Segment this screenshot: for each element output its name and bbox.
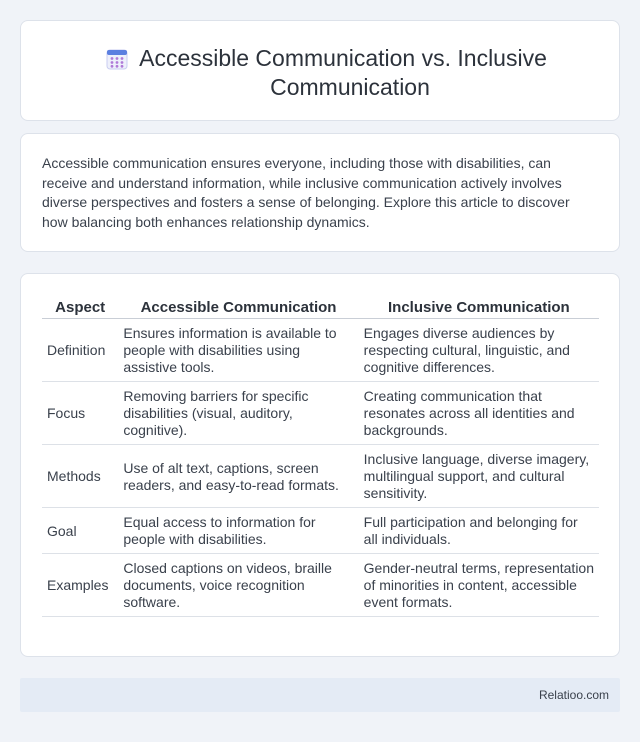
comparison-table-card <box>20 273 620 657</box>
accessible-cell: Removing barriers for specific disabilities (visual, auditory, cognitive). <box>118 382 358 445</box>
table-row <box>42 445 599 508</box>
page-title: Accessible Communication vs. Inclusive Communication <box>139 45 547 100</box>
inclusive-cell: Engages diverse audiences by respecting cultural, linguistic, and cognitive differences. <box>359 319 599 382</box>
inclusive-cell: Inclusive language, diverse imagery, multilingual support, and cultural sensitivity. <box>359 445 599 508</box>
table-row <box>42 382 599 445</box>
header-accessible: Accessible Communication <box>118 296 358 319</box>
comparison-table <box>42 296 599 617</box>
table-row <box>42 508 599 554</box>
aspect-cell: Definition <box>42 319 118 382</box>
aspect-cell: Examples <box>42 554 118 617</box>
aspect-cell: Methods <box>42 445 118 508</box>
accessible-cell: Closed captions on videos, braille documents, voice recognition software. <box>118 554 358 617</box>
aspect-cell: Focus <box>42 382 118 445</box>
footer-bar <box>20 678 620 712</box>
accessible-cell: Equal access to information for people with disabilities. <box>118 508 358 554</box>
accessible-cell: Use of alt text, captions, screen readers, and easy-to-read formats. <box>118 445 358 508</box>
aspect-cell: Goal <box>42 508 118 554</box>
header-inclusive: Inclusive Communication <box>359 296 599 319</box>
inclusive-cell: Full participation and belonging for all individuals. <box>359 508 599 554</box>
table-row <box>42 319 599 382</box>
table-row <box>42 554 599 617</box>
intro-paragraph: Accessible communication ensures everyone, including those with disabilities, can receive and understand information, while inclusive communication actively involves diverse perspectives and fosters a sense of belonging. Explore this article to discover how balancing both enhances relationship dynamics. <box>42 155 570 230</box>
intro-card <box>20 133 620 252</box>
footer-brand[interactable]: Relatioo.com <box>538 688 609 702</box>
title-card <box>20 20 620 121</box>
accessible-cell: Ensures information is available to people with disabilities using assistive tools. <box>118 319 358 382</box>
table-header-row <box>42 296 599 319</box>
header-aspect: Aspect <box>42 296 118 319</box>
inclusive-cell: Creating communication that resonates across all identities and backgrounds. <box>359 382 599 445</box>
inclusive-cell: Gender-neutral terms, representation of minorities in content, accessible event formats. <box>359 554 599 617</box>
